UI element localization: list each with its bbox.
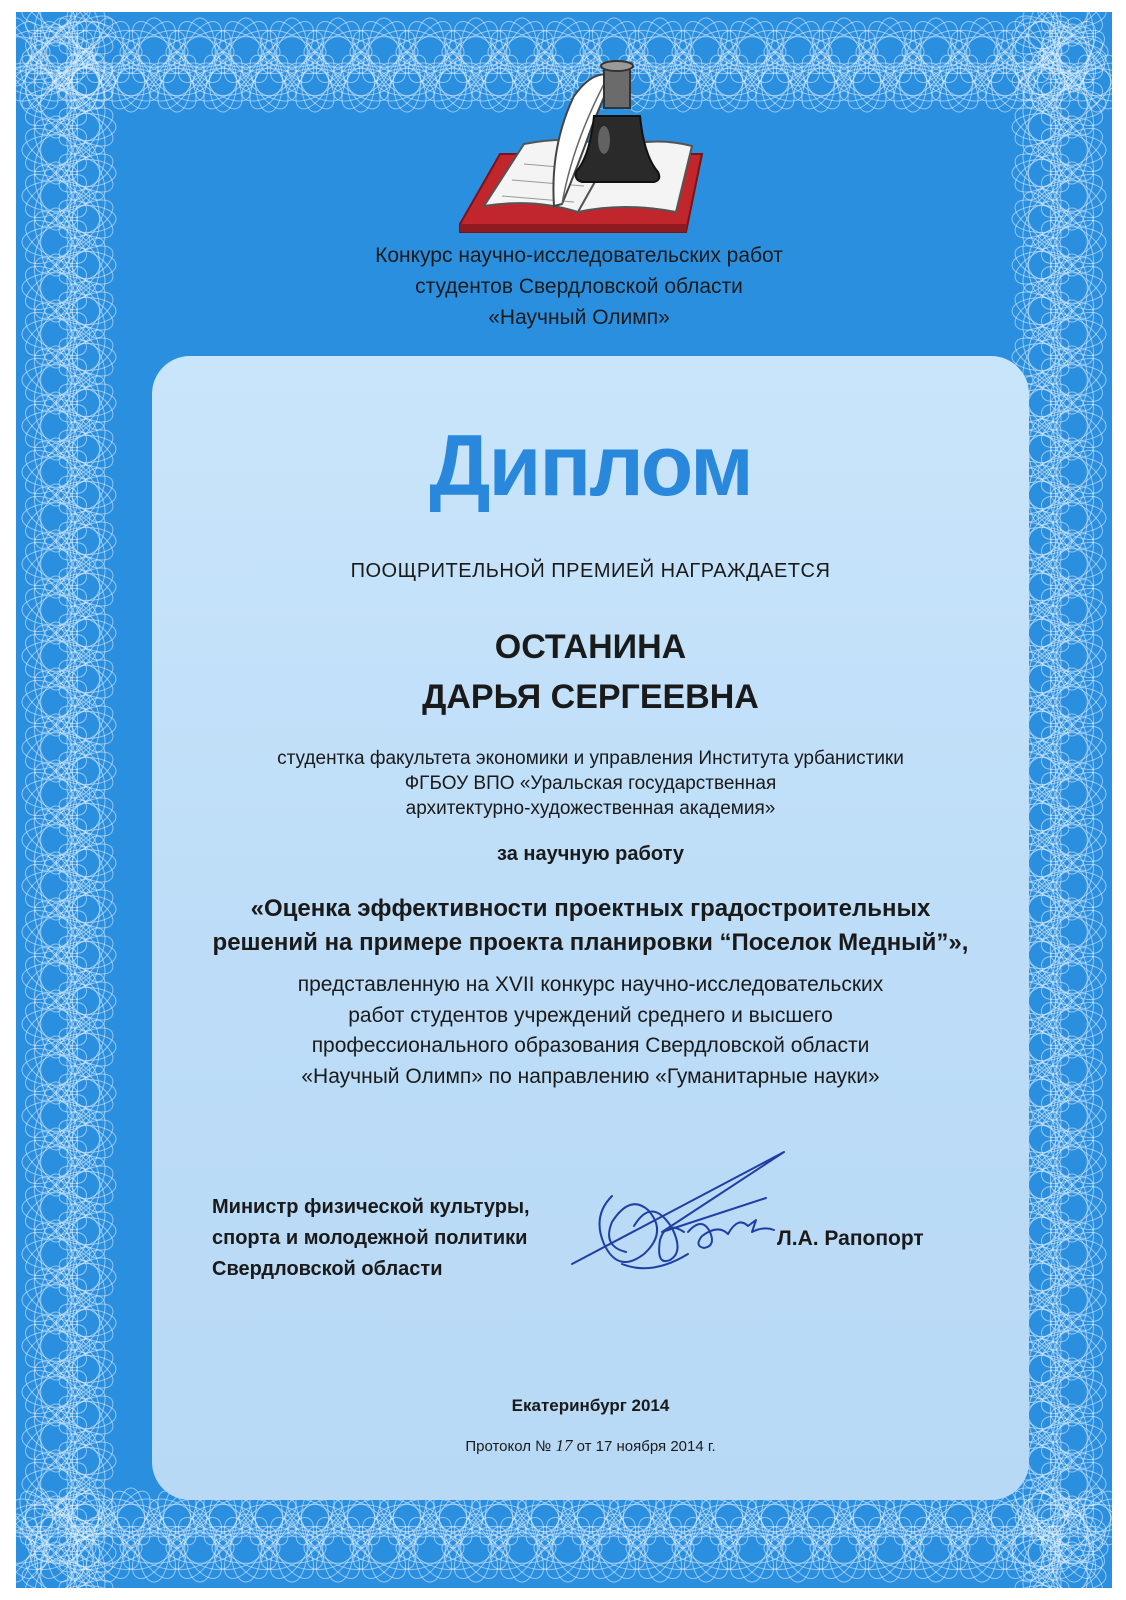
guilloche-loop [53, 790, 118, 843]
guilloche-loop [1009, 192, 1074, 245]
guilloche-loop [748, 49, 801, 114]
content-panel [152, 356, 1029, 1500]
guilloche-loop [1009, 192, 1074, 245]
student-description-line: студентка факультета экономики и управления Института урбанистики [277, 748, 904, 769]
guilloche-loop [288, 49, 341, 114]
guilloche-loop [53, 1250, 118, 1303]
guilloche-loop [53, 1388, 118, 1441]
guilloche-loop [794, 49, 847, 114]
diploma-title: Диплом [429, 418, 752, 514]
guilloche-loop [104, 49, 157, 114]
guilloche-loop [53, 422, 118, 475]
guilloche-loop [53, 652, 118, 705]
guilloche-loop [288, 49, 341, 114]
guilloche-loop [53, 1434, 118, 1487]
presented-line: «Научный Олимп» по направлению «Гуманитарные науки» [301, 1064, 880, 1088]
guilloche-loop [53, 468, 118, 521]
guilloche-loop [53, 1296, 118, 1349]
award-text: ПООЩРИТЕЛЬНОЙ ПРЕМИЕЙ НАГРАЖДАЕТСЯ [350, 560, 831, 582]
guilloche-loop [53, 606, 118, 659]
guilloche-loop [1009, 238, 1074, 291]
guilloche-loop [1009, 238, 1074, 291]
guilloche-loop [53, 560, 118, 613]
protocol-line [152, 1436, 1029, 1457]
guilloche-loop [1009, 284, 1074, 337]
guilloche-loop [150, 49, 203, 114]
guilloche-loop [53, 1296, 118, 1349]
presented-line: работ студентов учреждений среднего и высшего [348, 1003, 833, 1027]
guilloche-loop [53, 698, 118, 751]
guilloche-loop [380, 49, 433, 114]
guilloche-loop [53, 192, 118, 245]
guilloche-border-frame [16, 12, 1112, 1588]
guilloche-loop [53, 744, 118, 797]
guilloche-loop [53, 1388, 118, 1441]
work-title-line: решений на примере проекта планировки “Поселок Медный”», [212, 929, 969, 956]
guilloche-loop [104, 1485, 157, 1550]
guilloche-loop [53, 100, 118, 153]
protocol-number: 17 [555, 1436, 573, 1455]
guilloche-loop [53, 284, 118, 337]
guilloche-loop [334, 49, 387, 114]
guilloche-loop [53, 1066, 118, 1119]
guilloche-loop [104, 49, 157, 114]
guilloche-loop [53, 744, 118, 797]
guilloche-loop [53, 468, 118, 521]
guilloche-loop [53, 1066, 118, 1119]
guilloche-loop [150, 49, 203, 114]
guilloche-loop [53, 238, 118, 291]
guilloche-loop [53, 284, 118, 337]
signatory-position-line: Министр физической культуры, [212, 1196, 530, 1218]
guilloche-loop [380, 49, 433, 114]
guilloche-loop [53, 376, 118, 429]
guilloche-loop [53, 1434, 118, 1487]
guilloche-loop [242, 49, 295, 114]
guilloche-loop [53, 882, 118, 935]
guilloche-loop [840, 49, 893, 114]
guilloche-loop [53, 1342, 118, 1395]
guilloche-loop [1009, 146, 1074, 199]
guilloche-loop [53, 652, 118, 705]
guilloche-loop [932, 49, 985, 114]
guilloche-loop [53, 974, 118, 1027]
guilloche-loop [886, 49, 939, 114]
work-title-line: «Оценка эффективности проектных градостроительных [250, 895, 931, 922]
signatory-name: Л.А. Рапопорт [777, 1227, 924, 1250]
guilloche-loop [242, 49, 295, 114]
signatory-position [212, 1192, 592, 1285]
guilloche-loop [53, 974, 118, 1027]
guilloche-loop [53, 1204, 118, 1257]
guilloche-loop [53, 928, 118, 981]
guilloche-loop [53, 790, 118, 843]
recipient-name-line: ОСТАНИНА [494, 628, 687, 666]
guilloche-loop [53, 330, 118, 383]
guilloche-loop [53, 698, 118, 751]
guilloche-loop [53, 1250, 118, 1303]
for-work-label: за научную работу [497, 843, 684, 865]
city-year: Екатеринбург 2014 [511, 1396, 670, 1415]
recipient-name-line: ДАРЬЯ СЕРГЕЕВНА [422, 678, 759, 716]
guilloche-loop [1009, 284, 1074, 337]
contest-title [216, 240, 942, 333]
guilloche-loop [53, 1020, 118, 1073]
guilloche-loop [53, 422, 118, 475]
signatory-position-line: спорта и молодежной политики [212, 1227, 528, 1249]
guilloche-loop [53, 882, 118, 935]
presented-text [152, 970, 1029, 1092]
guilloche-loop [53, 146, 118, 199]
guilloche-loop [886, 49, 939, 114]
student-description [152, 746, 1029, 821]
presented-line: профессионального образования Свердловской области [311, 1034, 870, 1057]
book-quill-inkwell-icon [454, 56, 716, 246]
guilloche-loop [53, 238, 118, 291]
guilloche-loop [53, 1158, 118, 1211]
recipient-name [152, 622, 1029, 722]
signatory-position-line: Свердловской области [212, 1258, 443, 1280]
guilloche-loop [53, 330, 118, 383]
guilloche-loop [53, 192, 118, 245]
guilloche-loop [53, 560, 118, 613]
guilloche-loop [196, 49, 249, 114]
guilloche-loop [53, 606, 118, 659]
guilloche-loop [53, 1112, 118, 1165]
guilloche-loop [932, 49, 985, 114]
guilloche-loop [748, 49, 801, 114]
guilloche-loop [334, 49, 387, 114]
guilloche-loop [53, 514, 118, 567]
guilloche-loop [53, 100, 118, 153]
work-title [152, 892, 1029, 960]
handwritten-signature [552, 1136, 792, 1286]
guilloche-loop [104, 1485, 157, 1550]
presented-line: представленную на XVII конкурс научно-исследовательских [297, 973, 884, 996]
guilloche-loop [53, 836, 118, 889]
guilloche-loop [53, 1342, 118, 1395]
contest-title-line: Конкурс научно-исследовательских работ [375, 244, 783, 267]
guilloche-loop [53, 1204, 118, 1257]
guilloche-loop [53, 1020, 118, 1073]
protocol-suffix: от 17 ноября 2014 г. [576, 1438, 716, 1455]
guilloche-loop [840, 49, 893, 114]
guilloche-loop [53, 146, 118, 199]
guilloche-loop [53, 928, 118, 981]
guilloche-loop [53, 376, 118, 429]
guilloche-loop [1009, 146, 1074, 199]
student-description-line: архитектурно-художественная академия» [405, 798, 776, 819]
guilloche-loop [794, 49, 847, 114]
guilloche-loop [53, 514, 118, 567]
protocol-prefix: Протокол № [465, 1438, 552, 1455]
contest-title-line: «Научный Олимп» [488, 306, 670, 329]
guilloche-loop [53, 1112, 118, 1165]
guilloche-loop [53, 1158, 118, 1211]
contest-title-line: студентов Свердловской области [415, 275, 743, 298]
student-description-line: ФГБОУ ВПО «Уральская государственная [404, 773, 777, 794]
guilloche-loop [53, 836, 118, 889]
guilloche-loop [196, 49, 249, 114]
